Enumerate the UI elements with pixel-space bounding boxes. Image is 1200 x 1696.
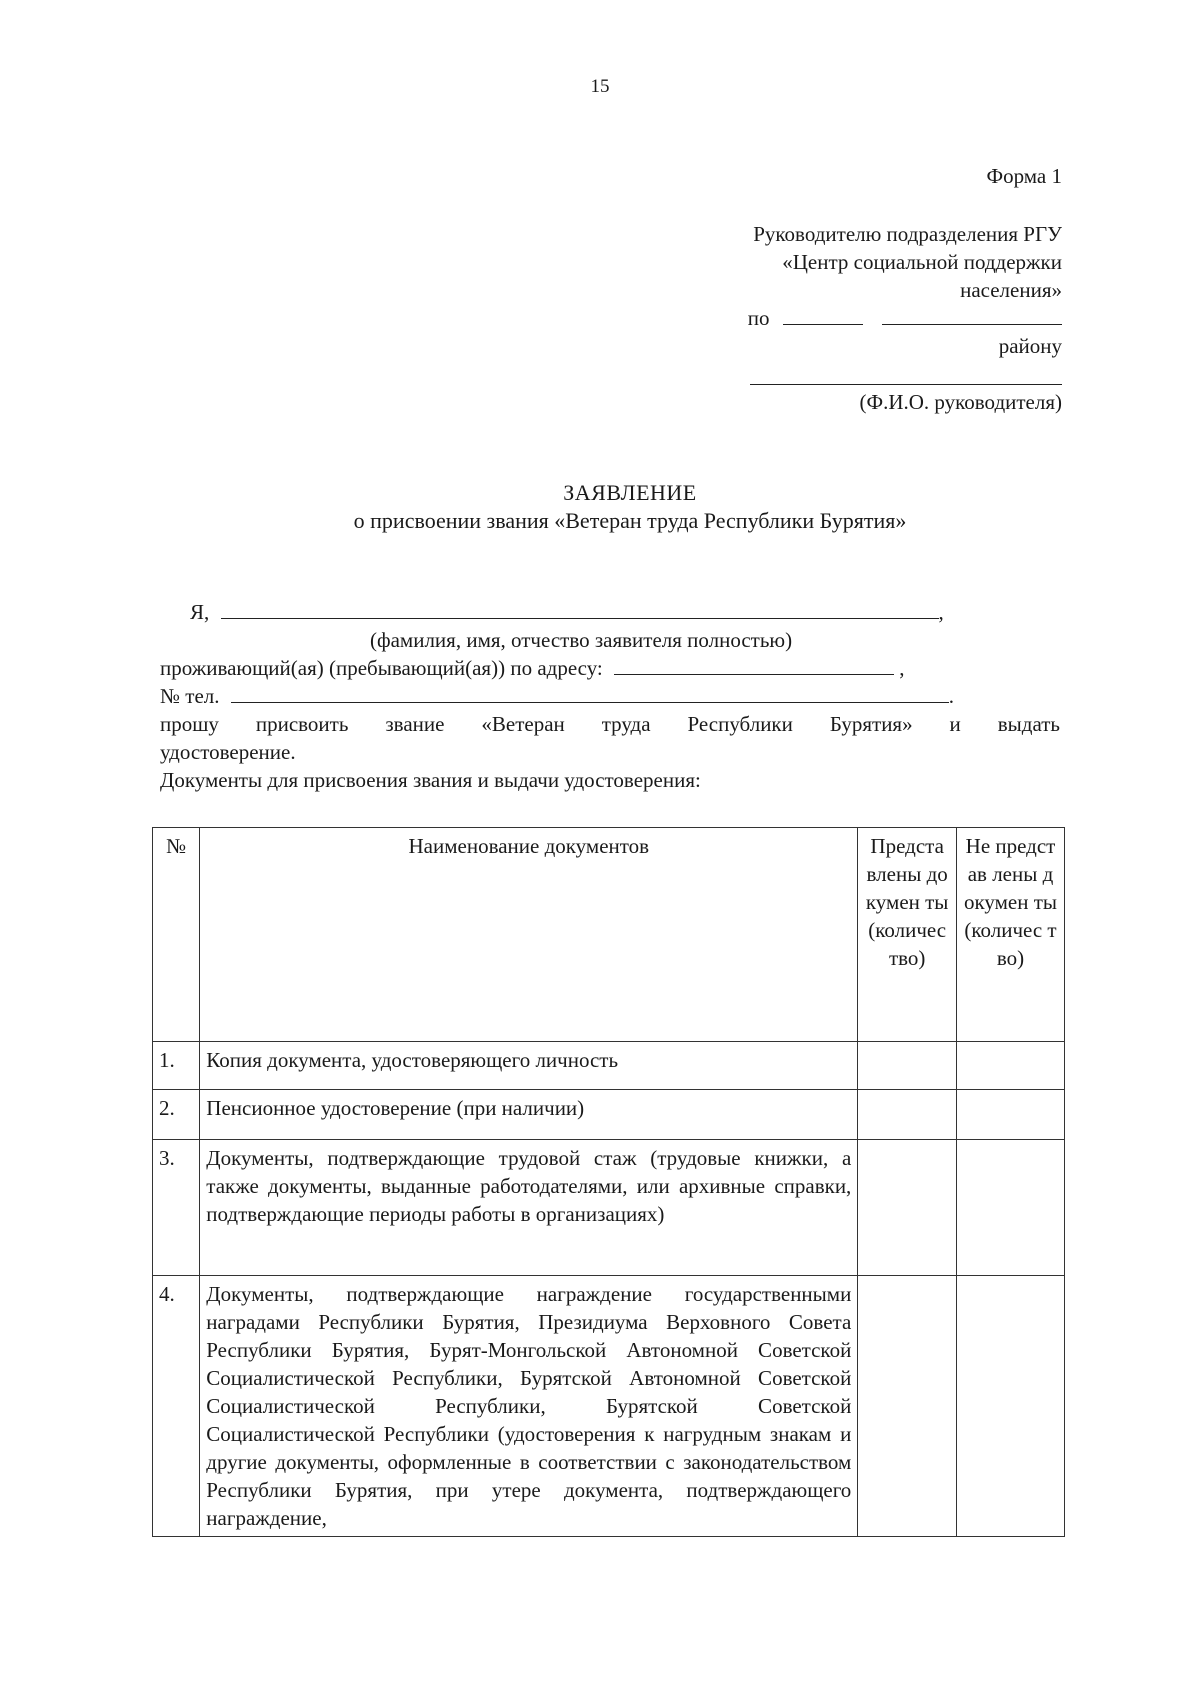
head-fio-blank <box>750 370 1062 385</box>
row-submitted-count[interactable] <box>858 1276 957 1537</box>
row-number: 3. <box>153 1140 200 1276</box>
row-not-submitted-count[interactable] <box>957 1140 1065 1276</box>
row-not-submitted-count[interactable] <box>957 1276 1065 1537</box>
addressee-line-1: Руководителю подразделения РГУ <box>753 222 1062 246</box>
doc-title: ЗАЯВЛЕНИЕ <box>563 480 697 505</box>
applicant-fio-blank <box>221 602 939 619</box>
request-line-2: удостоверение. <box>160 740 296 764</box>
form-label: Форма 1 <box>986 164 1062 188</box>
address-blank <box>614 658 894 675</box>
row-number: 1. <box>153 1042 200 1090</box>
row-document-name: Копия документа, удостоверяющего личность <box>200 1042 858 1090</box>
table-header-row <box>153 828 1065 1042</box>
page-number: 15 <box>590 76 610 97</box>
row-number: 4. <box>153 1276 200 1537</box>
documents-table <box>152 827 1065 1537</box>
addressee-line-3: населения» <box>960 278 1062 302</box>
request-line-1: прошу присвоить звание «Ветеран труда Республики Бурятия» и выдать <box>160 712 1060 736</box>
addressee-line-2: «Центр социальной поддержки <box>782 250 1062 274</box>
po-label: по <box>747 306 770 330</box>
phone-line: № тел. . <box>160 684 955 708</box>
docs-intro: Документы для присвоения звания и выдачи удостоверения: <box>160 768 701 792</box>
row-not-submitted-count[interactable] <box>957 1090 1065 1140</box>
table-row <box>153 1090 1065 1140</box>
row-not-submitted-count[interactable] <box>957 1042 1065 1090</box>
header-not-submitted: Не представ лены докумен ты (количес тво) <box>957 828 1065 1042</box>
district-blank-short <box>783 308 863 325</box>
fio-hint: (фамилия, имя, отчество заявителя полностью) <box>370 628 793 652</box>
header-submitted: Предста влены докумен ты (количес тво) <box>858 828 957 1042</box>
table-row <box>153 1042 1065 1090</box>
rayonu-label: району <box>998 334 1062 358</box>
row-number: 2. <box>153 1090 200 1140</box>
address-label: проживающий(ая) (пребывающий(ая)) по адресу: <box>160 656 603 680</box>
header-name: Наименование документов <box>200 828 858 1042</box>
applicant-line: Я, , <box>190 600 944 624</box>
row-document-name: Документы, подтверждающие трудовой стаж (трудовые книжки, а также документы, выданные работодателями, или архивные справки, подтверждающие периоды работы в организациях) <box>200 1140 858 1276</box>
district-blank-long <box>882 308 1062 325</box>
phone-blank <box>231 686 949 703</box>
table-row <box>153 1276 1065 1537</box>
row-submitted-count[interactable] <box>858 1140 957 1276</box>
table-row <box>153 1140 1065 1276</box>
head-fio-caption: (Ф.И.О. руководителя) <box>859 390 1062 414</box>
row-submitted-count[interactable] <box>858 1042 957 1090</box>
phone-label: № тел. <box>160 684 220 708</box>
doc-subtitle: о присвоении звания «Ветеран труда Республики Бурятия» <box>353 508 907 533</box>
row-document-name: Документы, подтверждающие награждение государственными наградами Республики Бурятия, Президиума Верховного Совета Республики Бурятия, Бурят-Монгольской Автономной Советской Социалистической Республики, Бурятской Автономной Советской Социалистической Республики, Бурятской Советской Социалистической Республики (удостоверения к нагрудным знакам и другие документы, оформленные в соответствии с законодательством Республики Бурятия, при утере документа, подтверждающего награждение, <box>200 1276 858 1537</box>
ya-label: Я, <box>190 600 210 624</box>
row-document-name: Пенсионное удостоверение (при наличии) <box>200 1090 858 1140</box>
row-submitted-count[interactable] <box>858 1090 957 1140</box>
address-line: проживающий(ая) (пребывающий(ая)) по адресу: , <box>160 656 905 680</box>
addressee-po-line <box>748 306 1062 331</box>
header-num: № <box>153 828 200 1042</box>
